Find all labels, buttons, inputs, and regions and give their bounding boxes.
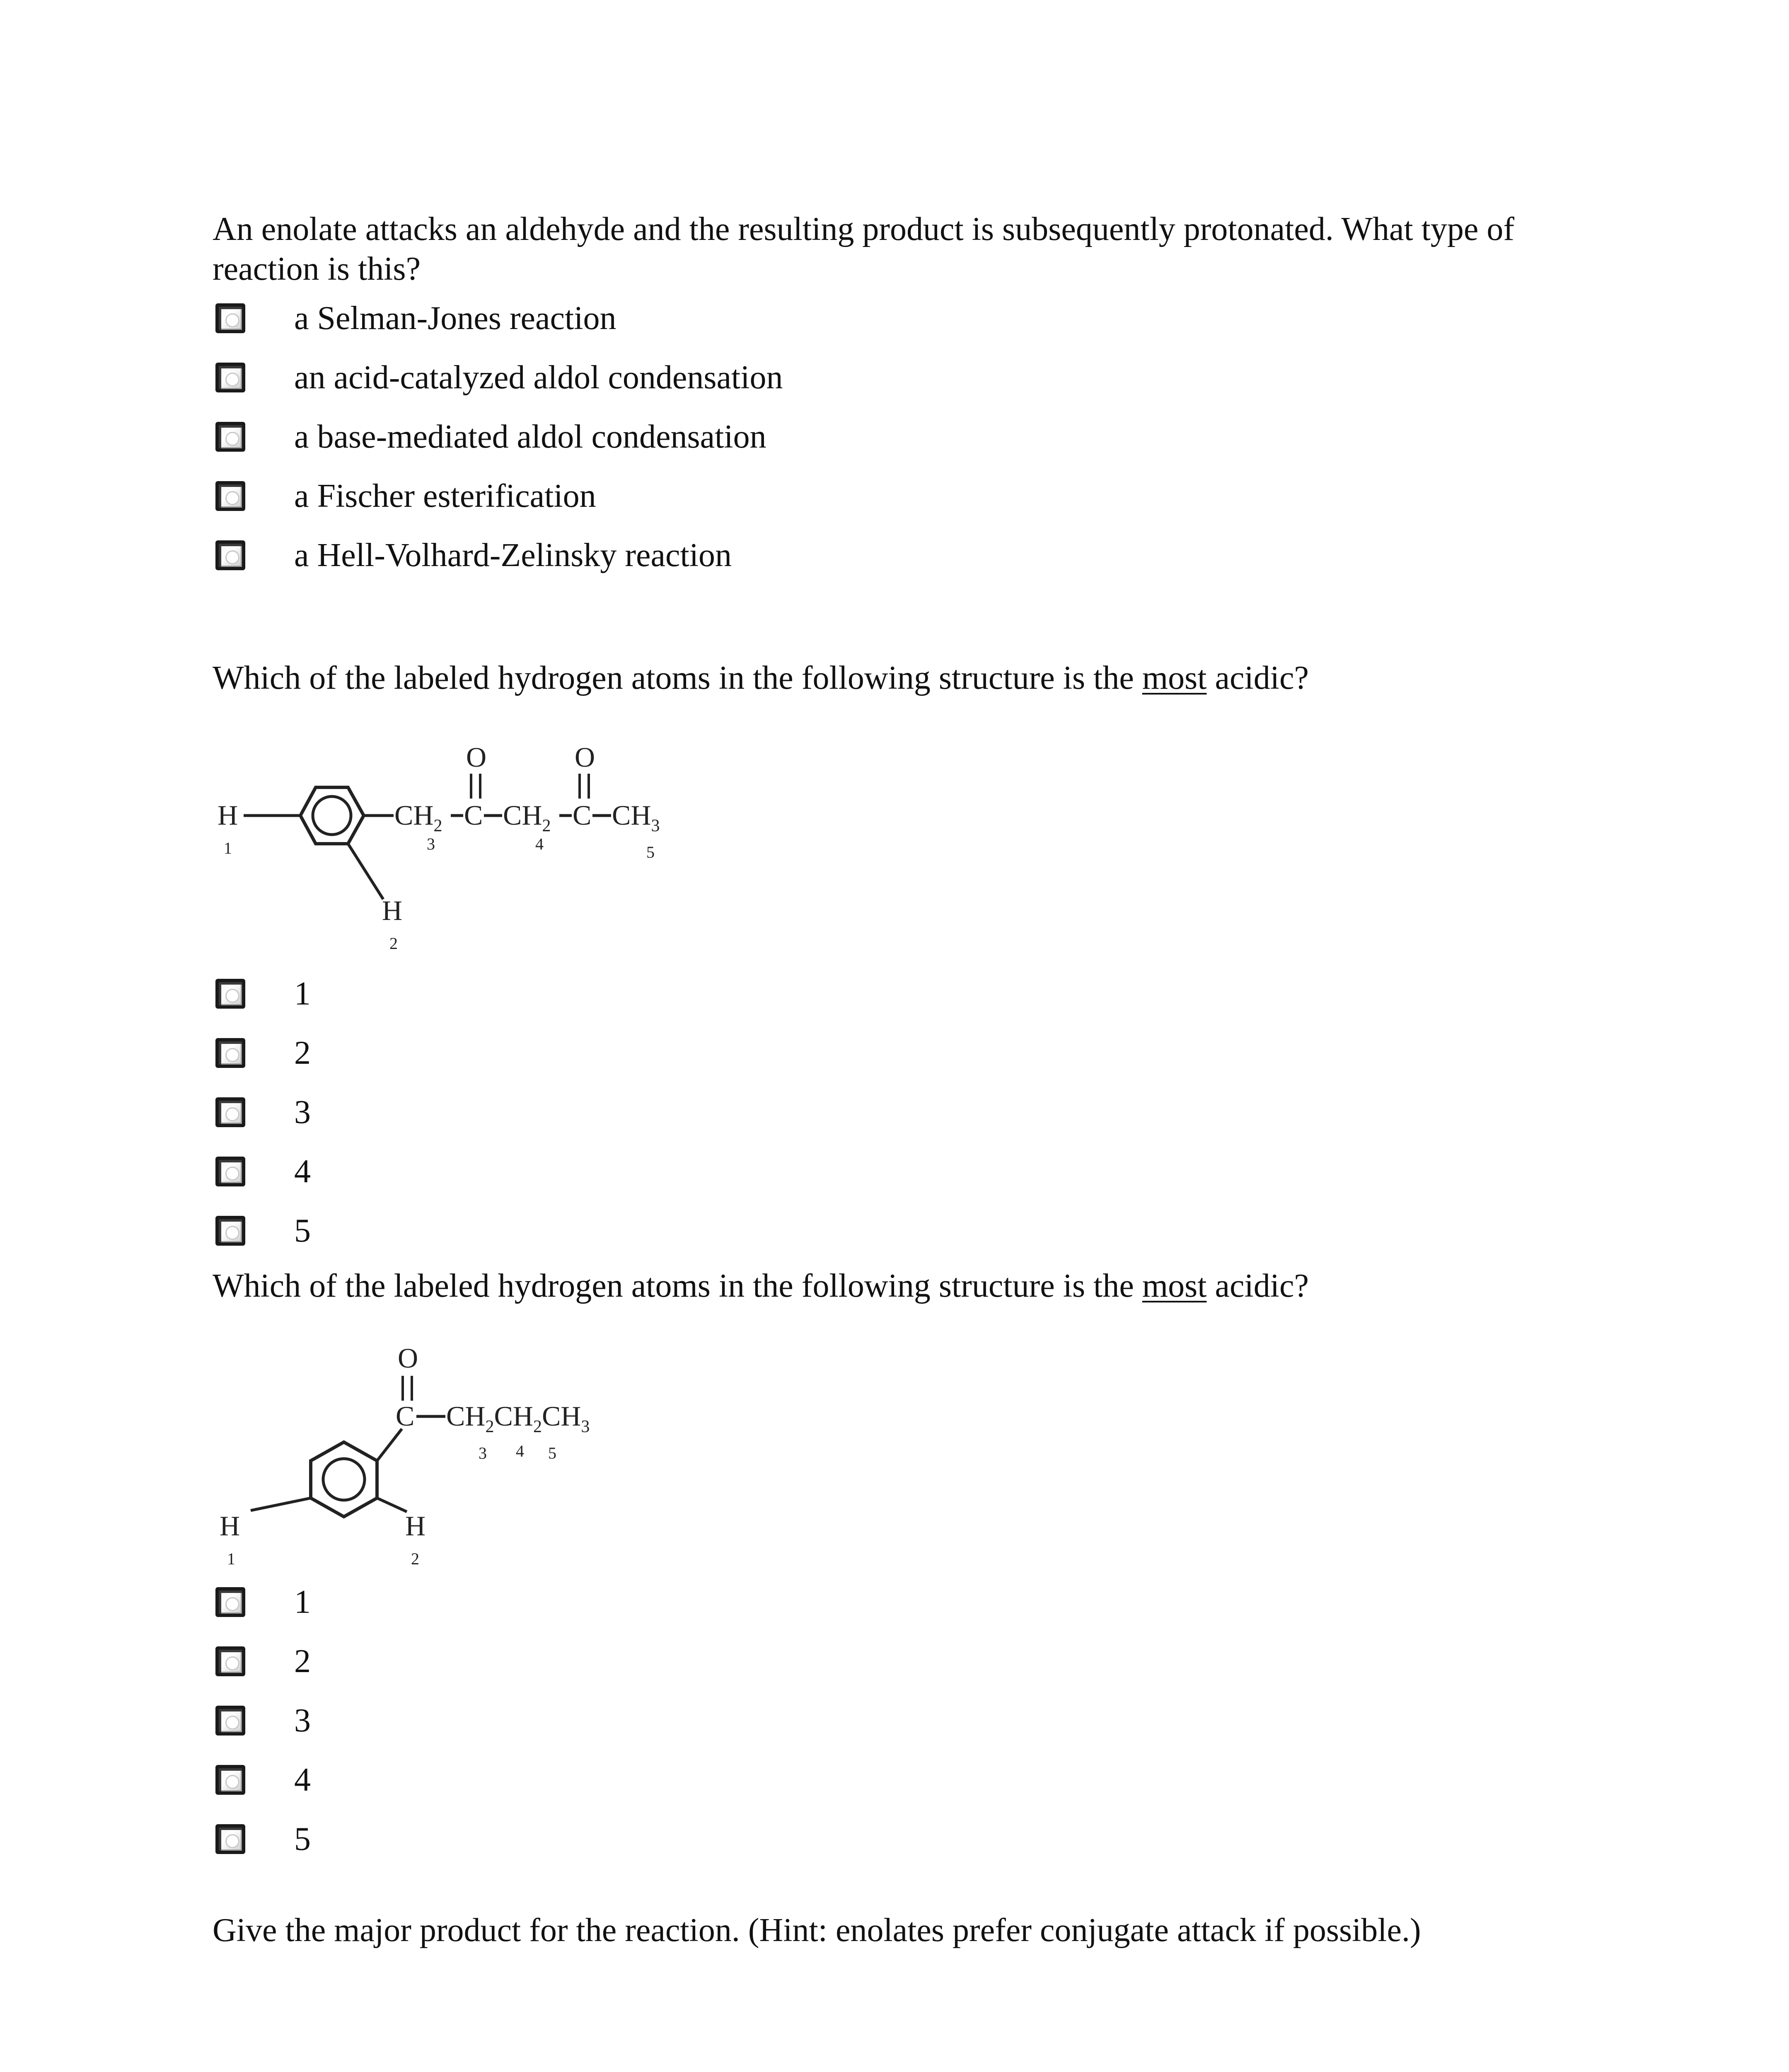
radio-button[interactable] bbox=[215, 540, 245, 570]
option-label: a Fischer esterification bbox=[294, 478, 596, 514]
group-ch: CH bbox=[542, 1400, 581, 1432]
atom-o: O bbox=[575, 741, 595, 773]
group-ch2 bbox=[394, 799, 442, 835]
aromatic-circle bbox=[323, 1459, 365, 1500]
label-1: 1 bbox=[227, 1549, 235, 1568]
q3-option-5[interactable] bbox=[215, 1819, 311, 1859]
label-2: 2 bbox=[389, 934, 398, 953]
question-1-text: An enolate attacks an aldehyde and the resulting product is subsequently protonated. What type of reaction is this? bbox=[213, 211, 1515, 287]
option-label: an acid-catalyzed aldol condensation bbox=[294, 359, 783, 396]
radio-button[interactable] bbox=[215, 1646, 245, 1676]
group-ch: CH bbox=[494, 1400, 533, 1432]
atom-c: C bbox=[573, 799, 592, 831]
option-label: a base-mediated aldol condensation bbox=[294, 419, 766, 455]
bond bbox=[348, 844, 383, 899]
q2-option-1[interactable] bbox=[215, 974, 311, 1014]
q3-option-3[interactable] bbox=[215, 1701, 311, 1740]
radio-button[interactable] bbox=[215, 1097, 245, 1127]
option-label: 2 bbox=[294, 1643, 311, 1680]
question-4-text: Give the major product for the reaction. (Hint: enolates prefer conjugate attack if possible.) bbox=[213, 1912, 1421, 1949]
aromatic-circle bbox=[313, 796, 351, 835]
question-text-part: Which of the labeled hydrogen atoms in the following structure is the bbox=[213, 660, 1142, 696]
atom-c: C bbox=[464, 799, 483, 831]
q3-option-2[interactable] bbox=[215, 1641, 311, 1681]
radio-button[interactable] bbox=[215, 1587, 245, 1617]
bond bbox=[377, 1429, 402, 1461]
group-ch3-text: CH bbox=[612, 799, 651, 831]
radio-button[interactable] bbox=[215, 1038, 245, 1068]
radio-button[interactable] bbox=[215, 1824, 245, 1854]
radio-button[interactable] bbox=[215, 1765, 245, 1795]
structure-diagram-3 bbox=[207, 1334, 704, 1583]
option-label: 4 bbox=[294, 1762, 311, 1798]
q1-option-1[interactable] bbox=[215, 298, 616, 338]
q3-option-4[interactable] bbox=[215, 1760, 311, 1800]
emphasis-most: most bbox=[1142, 660, 1207, 696]
radio-button[interactable] bbox=[215, 481, 245, 511]
q1-option-2[interactable] bbox=[215, 358, 783, 397]
label-5: 5 bbox=[548, 1444, 556, 1462]
subscript: 2 bbox=[533, 1417, 542, 1436]
option-label: 3 bbox=[294, 1702, 311, 1739]
group-ch3 bbox=[612, 799, 660, 835]
benzene-ring bbox=[311, 1442, 377, 1517]
q2-option-4[interactable] bbox=[215, 1152, 311, 1191]
question-text-part: Which of the labeled hydrogen atoms in the following structure is the bbox=[213, 1268, 1142, 1304]
radio-button[interactable] bbox=[215, 979, 245, 1009]
option-label: a Hell-Volhard-Zelinsky reaction bbox=[294, 537, 732, 574]
option-label: 1 bbox=[294, 975, 311, 1012]
q2-option-5[interactable] bbox=[215, 1211, 311, 1251]
q1-option-5[interactable] bbox=[215, 535, 732, 575]
radio-button[interactable] bbox=[215, 363, 245, 392]
radio-button[interactable] bbox=[215, 1157, 245, 1186]
label-3: 3 bbox=[427, 835, 435, 853]
subscript: 2 bbox=[485, 1417, 494, 1436]
subscript: 2 bbox=[433, 816, 442, 835]
label-2: 2 bbox=[411, 1549, 419, 1568]
atom-h1: H bbox=[218, 799, 238, 831]
q1-option-4[interactable] bbox=[215, 476, 596, 516]
question-text-part: acidic? bbox=[1206, 660, 1309, 696]
subscript: 3 bbox=[581, 1417, 590, 1436]
atom-c: C bbox=[396, 1400, 415, 1432]
emphasis-most: most bbox=[1142, 1268, 1207, 1304]
radio-button[interactable] bbox=[215, 422, 245, 452]
atom-o: O bbox=[398, 1342, 418, 1374]
q2-option-2[interactable] bbox=[215, 1033, 311, 1073]
label-4: 4 bbox=[516, 1442, 524, 1460]
bond bbox=[377, 1498, 407, 1512]
bond bbox=[251, 1498, 311, 1510]
question-2-text bbox=[213, 658, 1580, 698]
option-label: 3 bbox=[294, 1094, 311, 1130]
atom-o: O bbox=[466, 741, 487, 773]
label-3: 3 bbox=[479, 1444, 487, 1462]
q2-option-3[interactable] bbox=[215, 1092, 311, 1132]
option-label: 4 bbox=[294, 1153, 311, 1190]
atom-h2: H bbox=[382, 895, 403, 926]
atom-h1: H bbox=[220, 1510, 240, 1542]
group-ch2-text: CH bbox=[394, 799, 434, 831]
group-ch2-text: CH bbox=[503, 799, 542, 831]
radio-button[interactable] bbox=[215, 1216, 245, 1246]
option-label: 5 bbox=[294, 1213, 311, 1249]
question-3-text bbox=[213, 1266, 1580, 1306]
question-text-part: acidic? bbox=[1206, 1268, 1309, 1304]
q1-option-3[interactable] bbox=[215, 417, 766, 457]
subscript: 2 bbox=[542, 816, 551, 835]
label-4: 4 bbox=[535, 835, 544, 853]
group-ch: CH bbox=[446, 1400, 486, 1432]
radio-button[interactable] bbox=[215, 303, 245, 333]
option-label: 2 bbox=[294, 1035, 311, 1071]
q3-option-1[interactable] bbox=[215, 1582, 311, 1622]
option-label: 5 bbox=[294, 1821, 311, 1857]
subscript: 3 bbox=[651, 816, 660, 835]
radio-button[interactable] bbox=[215, 1706, 245, 1736]
option-label: a Selman-Jones reaction bbox=[294, 300, 616, 336]
label-1: 1 bbox=[224, 839, 232, 857]
group-ch2 bbox=[503, 799, 551, 835]
atom-h2: H bbox=[405, 1510, 426, 1542]
label-5: 5 bbox=[646, 843, 655, 862]
chain-ch2ch2ch3 bbox=[446, 1400, 590, 1436]
structure-diagram-2 bbox=[207, 725, 829, 957]
option-label: 1 bbox=[294, 1584, 311, 1620]
